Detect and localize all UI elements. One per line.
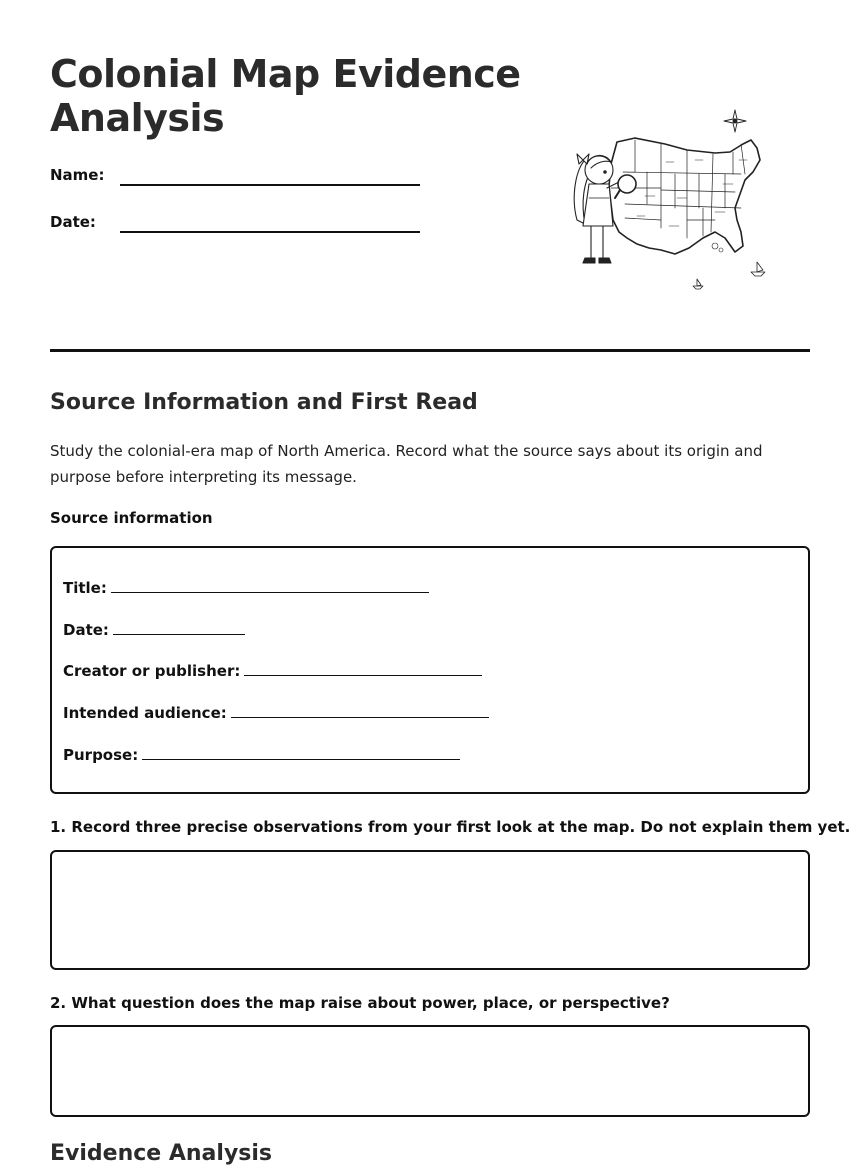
question-1-answer-box[interactable] [50,850,810,970]
source-field-purpose[interactable] [63,746,460,764]
source-field-blank[interactable] [231,717,489,718]
name-field[interactable] [50,166,430,196]
name-label: Name: [50,166,105,184]
source-field-blank[interactable] [113,634,245,635]
ship-icon [751,262,765,276]
source-information-label: Source information [50,509,213,527]
source-field-date[interactable] [63,621,245,639]
source-field-label: Title: [63,579,107,597]
header-divider [50,349,810,352]
source-field-label: Intended audience: [63,704,227,722]
section-heading-evidence-analysis: Evidence Analysis [50,1141,273,1166]
source-field-audience[interactable] [63,704,489,722]
section-heading-source-info: Source Information and First Read [50,390,478,415]
source-field-label: Creator or publisher: [63,662,241,680]
date-field[interactable] [50,213,430,243]
source-field-label: Purpose: [63,746,139,764]
compass-rose-icon [724,110,746,132]
question-2-answer-box[interactable] [50,1025,810,1117]
date-input-line[interactable] [120,231,420,233]
source-field-creator[interactable] [63,662,482,680]
page-title: Colonial Map Evidence Analysis [50,52,521,140]
source-field-title[interactable] [63,579,429,597]
map-illustration [565,108,775,293]
ship-icon-small [693,279,703,289]
source-field-blank[interactable] [244,675,482,676]
question-1-prompt: 1. Record three precise observations from your first look at the map. Do not explain them yet. [50,818,851,836]
source-field-label: Date: [63,621,109,639]
question-2-prompt: 2. What question does the map raise about power, place, or perspective? [50,994,670,1012]
section-intro-text: Study the colonial-era map of North America. Record what the source says about its origin and purpose before interpreting its message. [50,442,763,486]
name-input-line[interactable] [120,184,420,186]
source-field-blank[interactable] [111,592,429,593]
source-field-blank[interactable] [142,759,460,760]
date-label: Date: [50,213,96,231]
source-information-box [50,546,810,794]
